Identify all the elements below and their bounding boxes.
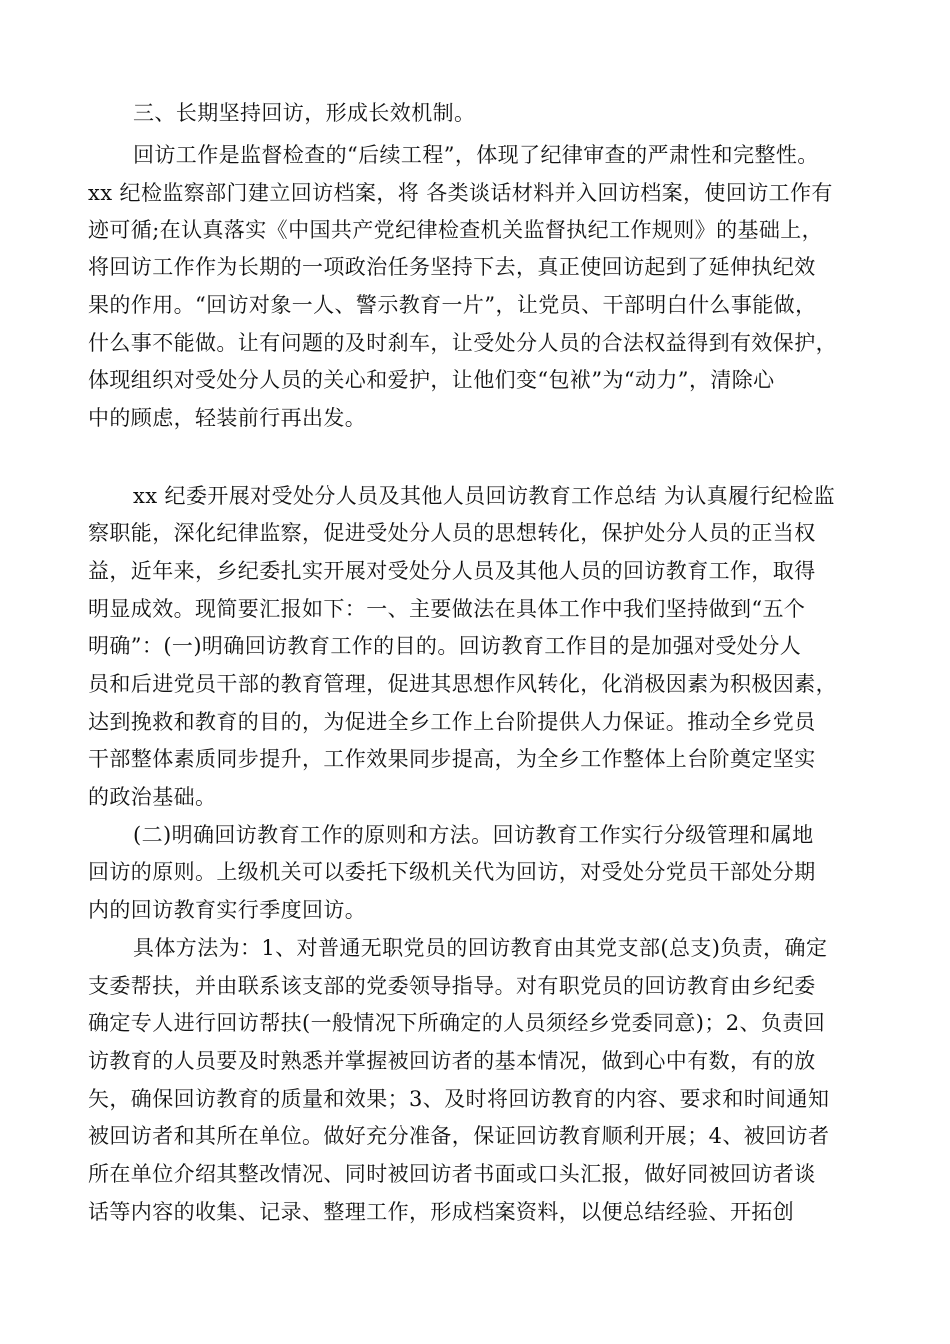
paragraph-line: 确定专人进行回访帮扶(一般情况下所确定的人员须经乡党委同意)；2、负责回	[88, 1011, 826, 1035]
paragraph-line: 内的回访教育实行季度回访。	[88, 898, 367, 922]
paragraph-line: 将回访工作作为长期的一项政治任务坚持下去，真正使回访起到了延伸执纪效	[88, 255, 816, 279]
paragraph-line: 的政治基础。	[88, 785, 217, 809]
paragraph-line: 明确”：(一)明确回访教育工作的目的。回访教育工作目的是加强对受处分人	[88, 634, 802, 658]
paragraph-line: 体现组织对受处分人员的关心和爱护，让他们变“包袱”为“动力”，清除心	[88, 368, 775, 392]
paragraph-line: 果的作用。“回访对象一人、警示教育一片”，让党员、干部明白什么事能做，	[88, 293, 817, 317]
paragraph-line: 迹可循;在认真落实《中国共产党纪律检查机关监督执纪工作规则》的基础上，	[88, 218, 824, 242]
paragraph-line: 员和后进党员干部的教育管理，促进其思想作风转化，化消极因素为积极因素，	[88, 672, 837, 696]
paragraph-line: 回访工作是监督检查的“后续工程”，体现了纪律审查的严肃性和完整性。	[133, 143, 819, 167]
section-heading: 三、长期坚持回访，形成长效机制。	[133, 101, 476, 125]
paragraph-line: xx 纪委开展对受处分人员及其他人员回访教育工作总结 为认真履行纪检监	[133, 484, 836, 508]
paragraph-line: 所在单位介绍其整改情况、同时被回访者书面或口头汇报，做好同被回访者谈	[88, 1162, 816, 1186]
paragraph-line: 察职能，深化纪律监察，促进受处分人员的思想转化，保护处分人员的正当权	[88, 521, 816, 545]
paragraph-line: 达到挽救和教育的目的，为促进全乡工作上台阶提供人力保证。推动全乡党员	[88, 710, 816, 734]
paragraph-line: 回访的原则。上级机关可以委托下级机关代为回访，对受处分党员干部处分期	[88, 860, 816, 884]
paragraph-line: 被回访者和其所在单位。做好充分准备，保证回访教育顺利开展；4、被回访者	[88, 1124, 830, 1148]
paragraph-line: 益，近年来，乡纪委扎实开展对受处分人员及其他人员的回访教育工作，取得	[88, 559, 816, 583]
paragraph-line: xx 纪检监察部门建立回访档案，将 各类谈话材料并入回访档案，使回访工作有	[88, 181, 833, 205]
paragraph-line: 中的顾虑，轻装前行再出发。	[88, 406, 367, 430]
paragraph-line: (二)明确回访教育工作的原则和方法。回访教育工作实行分级管理和属地	[133, 823, 814, 847]
paragraph-line: 具体方法为：1、对普通无职党员的回访教育由其党支部(总支)负责，确定	[133, 936, 828, 960]
paragraph-line: 干部整体素质同步提升，工作效果同步提高，为全乡工作整体上台阶奠定坚实	[88, 747, 816, 771]
paragraph-line: 话等内容的收集、记录、整理工作，形成档案资料，以便总结经验、开拓创	[88, 1200, 795, 1224]
paragraph-line: 支委帮扶，并由联系该支部的党委领导指导。对有职党员的回访教育由乡纪委	[88, 974, 816, 998]
paragraph-line: 什么事不能做。让有问题的及时刹车，让受处分人员的合法权益得到有效保护，	[88, 331, 837, 355]
paragraph-line: 明显成效。现简要汇报如下：一、主要做法在具体工作中我们坚持做到“五个	[88, 597, 806, 621]
paragraph-line: 矢，确保回访教育的质量和效果；3、及时将回访教育的内容、要求和时间通知	[88, 1087, 830, 1111]
paragraph-line: 访教育的人员要及时熟悉并掌握被回访者的基本情况，做到心中有数，有的放	[88, 1049, 816, 1073]
